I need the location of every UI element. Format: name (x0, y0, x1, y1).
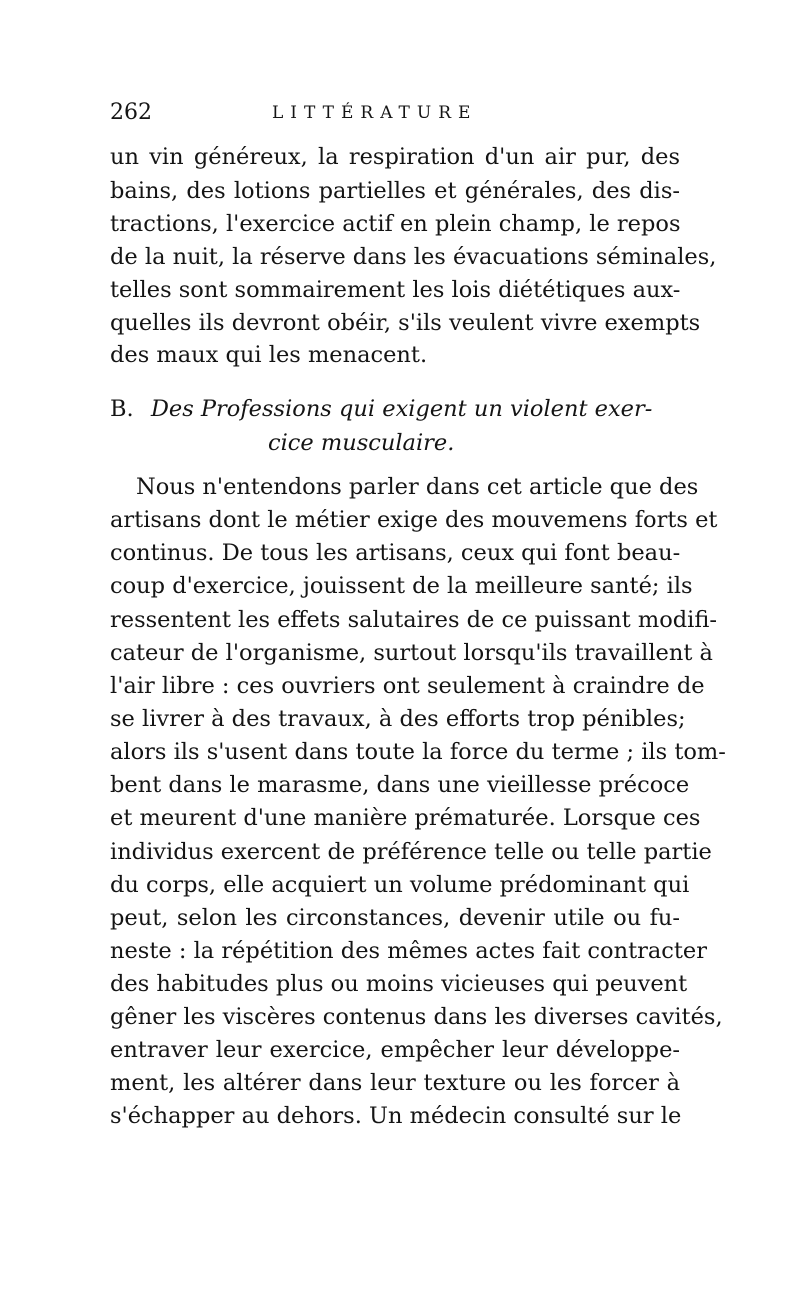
paragraph-2-line-8: se livrer à des travaux, à des efforts trop pénibles; (110, 706, 686, 732)
paragraph-1-line-2: bains, des lotions partielles et générales, des dis- (110, 178, 680, 204)
paragraph-2-line-10: bent dans le marasme, dans une vieillesse précoce (110, 772, 690, 798)
paragraph-2-line-5: ressentent les effets salutaires de ce puissant modifi- (110, 607, 717, 633)
paragraph-2-line-9: alors ils s'usent dans toute la force du terme ; ils tom- (110, 739, 726, 765)
section-heading-line-1 (110, 394, 652, 424)
section-letter: B. (110, 396, 134, 422)
paragraph-2-line-3: continus. De tous les artisans, ceux qui font beau- (110, 540, 681, 566)
paragraph-2-line-11: et meurent d'une manière prématurée. Lorsque ces (110, 805, 701, 831)
paragraph-1-line-7: des maux qui les menacent. (110, 342, 428, 368)
paragraph-2-line-6: cateur de l'organisme, surtout lorsqu'ils travaillent à (110, 640, 713, 666)
page-header (110, 98, 690, 128)
paragraph-2-line-20: s'échapper au dehors. Un médecin consulté sur le (110, 1103, 682, 1129)
paragraph-1-line-6: quelles ils devront obéir, s'ils veulent vivre exempts (110, 310, 701, 336)
paragraph-2-line-19: ment, les altérer dans leur texture ou les forcer à (110, 1070, 680, 1096)
paragraph-1-line-5: telles sont sommairement les lois diététiques aux- (110, 277, 681, 303)
section-heading-line-2 (268, 428, 454, 458)
section-title-part-1: Des Professions qui exigent un violent exer- (150, 396, 653, 422)
paragraph-2-line-1: Nous n'entendons parler dans cet article que des (136, 474, 699, 500)
paragraph-2-line-16: des habitudes plus ou moins vicieuses qui peuvent (110, 971, 688, 997)
paragraph-1-line-4: de la nuit, la réserve dans les évacuations séminales, (110, 244, 717, 270)
paragraph-2-line-14: peut, selon les circonstances, devenir utile ou fu- (110, 905, 680, 931)
paragraph-2-line-2: artisans dont le métier exige des mouvemens forts et (110, 507, 718, 533)
section-title-part-2: cice musculaire. (268, 430, 455, 456)
paragraph-2-line-17: gêner les viscères contenus dans les diverses cavités, (110, 1004, 723, 1030)
paragraph-1-line-3: tractions, l'exercice actif en plein champ, le repos (110, 211, 681, 237)
paragraph-2-line-13: du corps, elle acquiert un volume prédominant qui (110, 872, 690, 898)
paragraph-1-line-1: un vin généreux, la respiration d'un air pur, des (110, 144, 680, 170)
running-head: LITTÉRATURE (272, 103, 478, 123)
paragraph-2-line-7: l'air libre : ces ouvriers ont seulement à craindre de (110, 673, 705, 699)
page-number: 262 (110, 100, 152, 125)
paragraph-2-line-18: entraver leur exercice, empêcher leur développe- (110, 1037, 680, 1063)
paragraph-2-line-15: neste : la répétition des mêmes actes fait contracter (110, 938, 707, 964)
paragraph-2-line-4: coup d'exercice, jouissent de la meilleure santé; ils (110, 573, 693, 599)
paragraph-2-line-12: individus exercent de préférence telle ou telle partie (110, 839, 712, 865)
